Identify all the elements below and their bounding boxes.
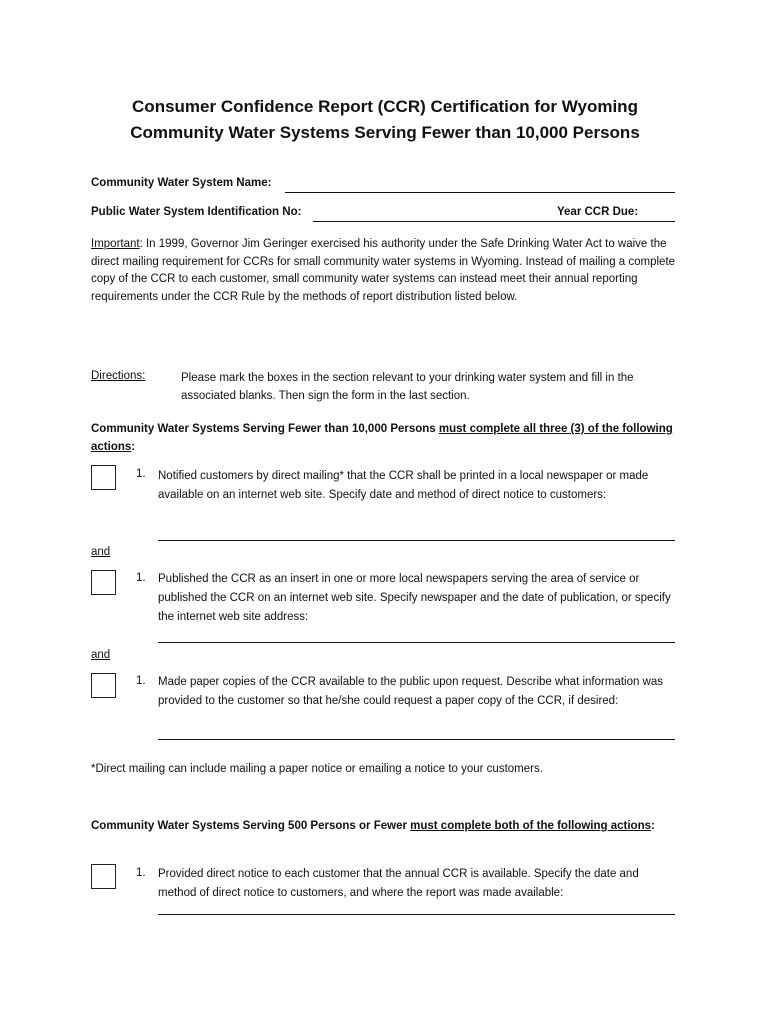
section1-heading-end: : bbox=[131, 440, 136, 453]
checkbox-direct-notice[interactable] bbox=[91, 864, 116, 889]
item-number: 1. bbox=[136, 675, 146, 687]
form-title bbox=[0, 94, 770, 146]
section1-heading-text: Community Water Systems Serving Fewer than 10,000 Persons bbox=[91, 423, 439, 435]
direct-mailing-footnote: *Direct mailing can include mailing a paper notice or emailing a notice to your customers. bbox=[91, 763, 543, 775]
answer-line-paper-copies[interactable] bbox=[158, 739, 675, 740]
checkbox-newspaper-publication[interactable] bbox=[91, 570, 116, 595]
important-paragraph bbox=[91, 236, 681, 306]
year-due-field[interactable] bbox=[557, 221, 675, 222]
item-text-direct-notice: Provided direct notice to each customer that the annual CCR is available. Specify the date and method of direct notice to customers, and where the report was made available: bbox=[158, 868, 639, 899]
section2-heading-end: : bbox=[651, 820, 655, 832]
system-name-label: Community Water System Name: bbox=[91, 177, 272, 189]
answer-line-direct-mailing[interactable] bbox=[158, 540, 675, 541]
section2-heading bbox=[91, 818, 681, 836]
pwsid-row bbox=[91, 206, 675, 224]
directions-text: Please mark the boxes in the section relevant to your drinking water system and fill in the associated blanks. Then sign the form in the last section. bbox=[181, 372, 634, 402]
item-number: 1. bbox=[136, 867, 146, 879]
pwsid-field[interactable] bbox=[313, 221, 557, 222]
section1-heading-emphasis: must complete all three (3) of the following actions bbox=[91, 423, 673, 453]
important-label: Important bbox=[91, 238, 140, 250]
answer-line-newspaper-publication[interactable] bbox=[158, 642, 675, 643]
and-connector: and bbox=[91, 546, 111, 558]
item-number: 1. bbox=[136, 572, 146, 584]
item-number: 1. bbox=[136, 468, 146, 480]
directions-label: Directions: bbox=[91, 370, 146, 382]
form-title-line-1: Consumer Confidence Report (CCR) Certification for Wyoming bbox=[132, 97, 638, 116]
checkbox-direct-mailing[interactable] bbox=[91, 465, 116, 490]
pwsid-label: Public Water System Identification No: bbox=[91, 206, 302, 218]
checkbox-paper-copies[interactable] bbox=[91, 673, 116, 698]
important-text: : In 1999, Governor Jim Geringer exercised his authority under the Safe Drinking Water Act to waive the direct mailing requirement for CCRs for small community water systems in Wyoming. Instead of mailing a complete copy of the CCR to each customer, small community water systems can instead meet their annual reporting requirements under the CCR Rule by the methods of report distribution listed below. bbox=[91, 238, 676, 303]
system-name-row bbox=[91, 177, 675, 195]
item-text-newspaper-publication: Published the CCR as an insert in one or more local newspapers serving the area of service or published the CCR on an internet web site. Specify newspaper and the date of publication, or specify the internet web site address: bbox=[158, 573, 671, 623]
item-text-direct-mailing: Notified customers by direct mailing* that the CCR shall be printed in a local newspaper or made available on an internet web site. Specify date and method of direct notice to customers: bbox=[158, 470, 649, 501]
section2-heading-text: Community Water Systems Serving 500 Persons or Fewer bbox=[91, 820, 411, 832]
system-name-field[interactable] bbox=[285, 192, 675, 193]
answer-line-direct-notice[interactable] bbox=[158, 914, 675, 915]
and-connector: and bbox=[91, 649, 111, 661]
section2-heading-emphasis: must complete both of the following actions bbox=[410, 820, 652, 832]
year-due-label: Year CCR Due: bbox=[557, 206, 639, 218]
item-text-paper-copies: Made paper copies of the CCR available to the public upon request. Describe what information was provided to the customer so that he/she could request a paper copy of the CCR, if desired: bbox=[158, 676, 664, 707]
section1-heading bbox=[91, 421, 681, 456]
form-title-line-2: Community Water Systems Serving Fewer than 10,000 Persons bbox=[130, 123, 640, 142]
